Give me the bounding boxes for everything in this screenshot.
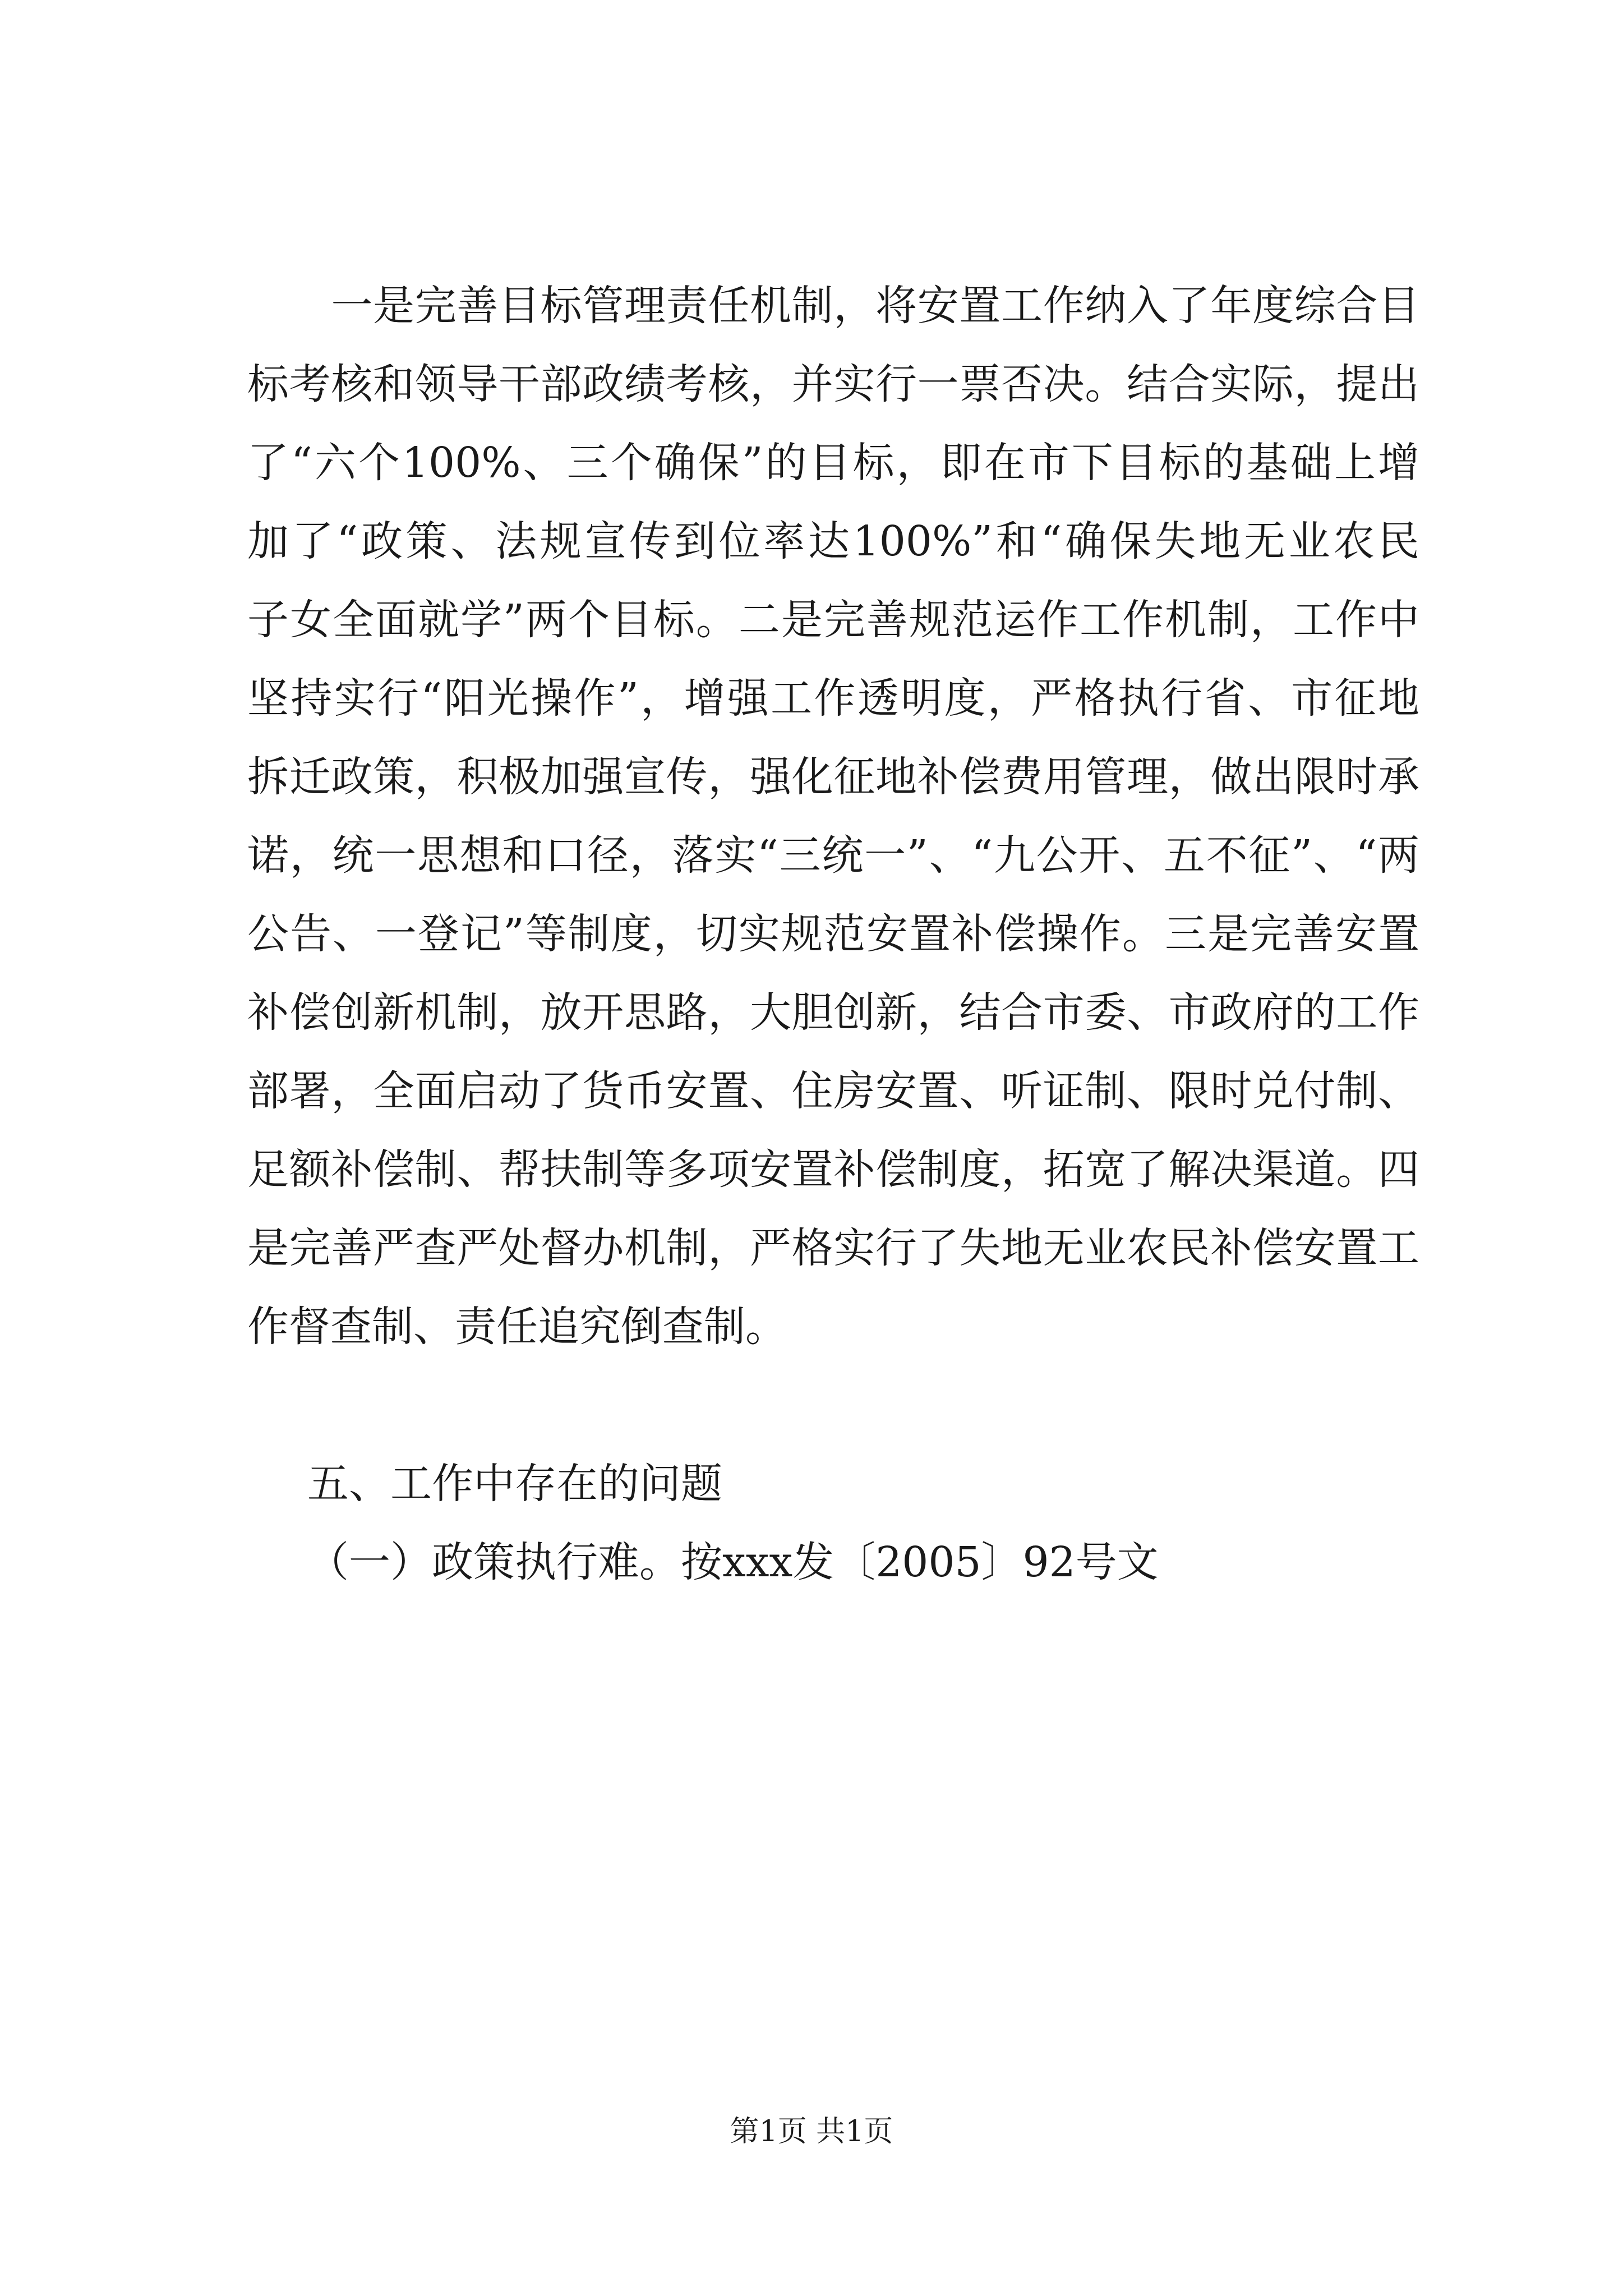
paragraph-line: 诺，统一思想和口径，落实“三统一”、“九公开、五不征”、“两 (247, 831, 1419, 880)
paragraph-line: 了“六个100%、三个确保”的目标，即在市下目标的基础上增 (247, 439, 1419, 487)
body-paragraph (247, 266, 1419, 1366)
paragraph-line: 是完善严查严处督办机制，严格实行了失地无业农民补偿安置工 (247, 1224, 1419, 1272)
paragraph-line: 拆迁政策，积极加强宣传，强化征地补偿费用管理，做出限时承 (247, 753, 1419, 801)
paragraph-line: 标考核和领导干部政绩考核，并实行一票否决。结合实际，提出 (247, 360, 1419, 408)
paragraph-line: 部署，全面启动了货币安置、住房安置、听证制、限时兑付制、 (247, 1067, 1419, 1115)
paragraph-line: 公告、一登记”等制度，切实规范安置补偿操作。三是完善安置 (247, 910, 1419, 958)
paragraph-line: 足额补偿制、帮扶制等多项安置补偿制度，拓宽了解决渠道。四 (247, 1145, 1419, 1194)
section-heading: 五、工作中存在的问题 (307, 1460, 722, 1508)
subsection-heading: （一）政策执行难。按xxx发〔2005〕92号文 (307, 1538, 1159, 1586)
paragraph-line: 坚持实行“阳光操作”，增强工作透明度，严格执行省、市征地 (247, 674, 1419, 723)
paragraph-line: 加了“政策、法规宣传到位率达100%”和“确保失地无业农民 (247, 517, 1419, 565)
page-footer: 第1页 共1页 (730, 2115, 893, 2148)
paragraph-line: 作督查制、责任追究倒查制。 (247, 1303, 787, 1351)
paragraph-line: 补偿创新机制，放开思路，大胆创新，结合市委、市政府的工作 (247, 988, 1419, 1037)
paragraph-line: 子女全面就学”两个目标。二是完善规范运作工作机制，工作中 (247, 596, 1419, 644)
paragraph-line: 一是完善目标管理责任机制，将安置工作纳入了年度综合目 (247, 282, 1419, 330)
